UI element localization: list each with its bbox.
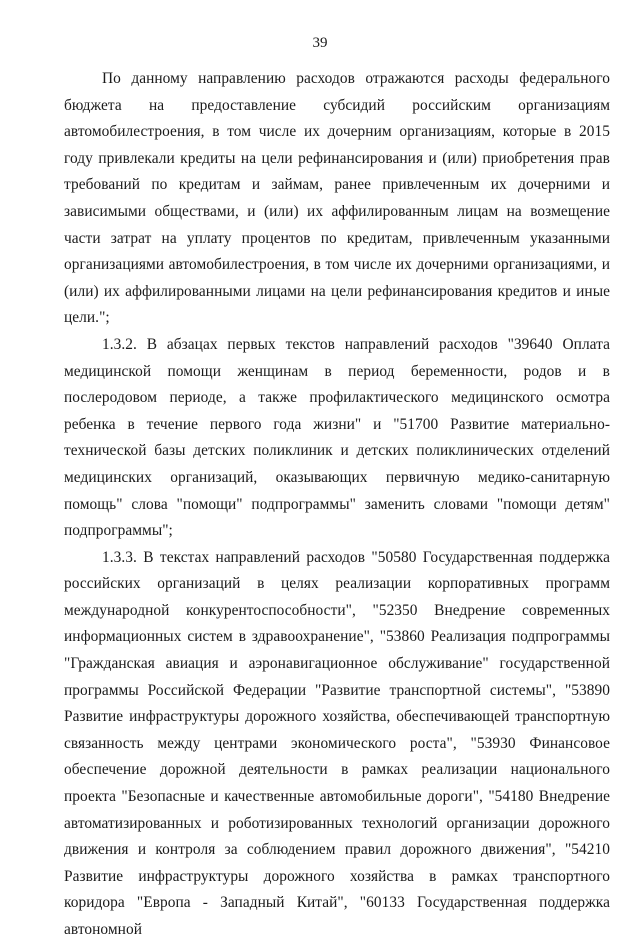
paragraph-subsidies-automotive: По данному направлению расходов отражаются расходы федерального бюджета на предоставление субсидий российским организациям автомобилестроения, в том числе их дочерним организациям, которые в 2015 году привлекали кредиты на цели рефинансирования и (или) приобретения прав требований по кредитам и займам, ранее привлеченным их дочерними и зависимыми обществами, и (или) их аффилированным лицам на возмещение части затрат на уплату процентов по кредитам, привлеченным указанными организациями автомобилестроения, в том числе их дочерними организациями, и (или) их аффилированными лицами на цели рефинансирования кредитов и иные цели."; [64, 70, 610, 327]
paragraph-1-3-3: 1.3.3. В текстах направлений расходов "50580 Государственная поддержка российских организаций в целях реализации корпоративных программ международной конкурентоспособности", "52350 Внедрение современных информационных систем в здравоохранение", "53860 Реализация подпрограммы "Гражданская авиация и аэронавигационное обслуживание" государственной программы Российской Федерации "Развитие транспортной системы", "53890 Развитие инфраструктуры дорожного хозяйства, обеспечивающей транспортную связанность между центрами экономического роста", "53930 Финансовое обеспечение дорожной деятельности в рамках реализации национального проекта "Безопасные и качественные автомобильные дороги", "54180 Внедрение автоматизированных и роботизированных технологий организации дорожного движения и контроля за соблюдением правил дорожного движения", "54210 Развитие инфраструктуры дорожного хозяйства в рамках транспортного коридора "Европа - Западный Китай", "60133 Государственная поддержка автономной [64, 548, 610, 938]
page-number: 39 [312, 35, 328, 51]
paragraph-1-3-2: 1.3.2. В абзацах первых текстов направлений расходов "39640 Оплата медицинской помощи женщинам в период беременности, родов и в послеродовом периоде, а также профилактического медицинского осмотра ребенка в течение первого года жизни" и "51700 Развитие материально-технической базы детских поликлиник и детских поликлинических отделений медицинских организаций, оказывающих первичную медико-санитарную помощь" слова "помощи" подпрограммы" заменить словами "помощи детям" подпрограммы"; [64, 335, 610, 540]
document-body [64, 66, 610, 938]
